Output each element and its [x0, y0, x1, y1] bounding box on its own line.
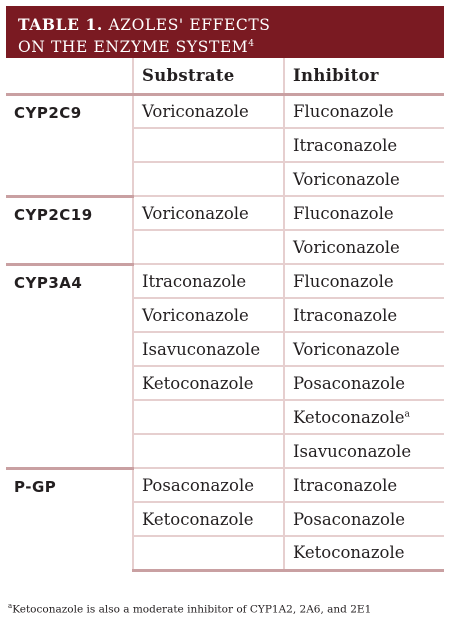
- inhibitor-text: Voriconazole: [293, 339, 400, 359]
- inhibitor-text: Voriconazole: [293, 169, 400, 189]
- header-substrate: Substrate: [133, 58, 284, 94]
- inhibitor-footnote-mark: a: [404, 409, 410, 419]
- substrate-cell: [133, 162, 284, 196]
- header-inhibitor: Inhibitor: [284, 58, 444, 94]
- inhibitor-cell: [284, 298, 444, 332]
- table-title-text: AZOLES' EFFECTS: [108, 16, 271, 34]
- footnote: [8, 602, 371, 616]
- inhibitor-text: Itraconazole: [293, 305, 398, 325]
- inhibitor-text: Fluconazole: [293, 203, 394, 223]
- substrate-cell: Voriconazole: [133, 298, 284, 332]
- enzyme-cell: CYP2C9: [6, 94, 133, 196]
- inhibitor-text: Ketoconazole: [293, 407, 405, 427]
- footnote-mark: a: [8, 602, 13, 610]
- substrate-cell: Posaconazole: [133, 468, 284, 502]
- inhibitor-cell: [284, 230, 444, 264]
- substrate-cell: [133, 400, 284, 434]
- substrate-cell: Voriconazole: [133, 94, 284, 128]
- inhibitor-text: Ketoconazole: [293, 543, 405, 563]
- enzyme-cell: P-GP: [6, 468, 133, 570]
- table-title-line-2: [18, 35, 434, 57]
- inhibitor-text: Posaconazole: [293, 509, 405, 529]
- table-row: [6, 264, 444, 298]
- table-row: [6, 196, 444, 230]
- substrate-cell: [133, 128, 284, 162]
- inhibitor-cell: [284, 162, 444, 196]
- substrate-cell: [133, 434, 284, 468]
- inhibitor-cell: [284, 502, 444, 536]
- inhibitor-text: Itraconazole: [293, 135, 398, 155]
- inhibitor-cell: [284, 468, 444, 502]
- table-number: TABLE 1.: [18, 15, 103, 34]
- substrate-cell: Isavuconazole: [133, 332, 284, 366]
- table-title-text-2: ON THE ENZYME SYSTEM: [18, 38, 249, 57]
- table-row: [6, 468, 444, 502]
- inhibitor-text: Posaconazole: [293, 373, 405, 393]
- azole-enzyme-table: [6, 58, 444, 572]
- substrate-cell: Voriconazole: [133, 196, 284, 230]
- inhibitor-text: Fluconazole: [293, 101, 394, 121]
- enzyme-cell: CYP2C19: [6, 196, 133, 264]
- table-frame: [6, 6, 444, 572]
- header-enzyme: [6, 58, 133, 94]
- inhibitor-cell: [284, 366, 444, 400]
- table-body: [6, 94, 444, 570]
- substrate-cell: Itraconazole: [133, 264, 284, 298]
- table-title-line-1: [18, 15, 434, 35]
- substrate-cell: Ketoconazole: [133, 366, 284, 400]
- substrate-cell: Ketoconazole: [133, 502, 284, 536]
- inhibitor-cell: [284, 400, 444, 434]
- inhibitor-cell: [284, 196, 444, 230]
- table-row: [6, 94, 444, 128]
- inhibitor-text: Isavuconazole: [293, 441, 412, 461]
- footnote-text: Ketoconazole is also a moderate inhibitor of CYP1A2, 2A6, and 2E1: [12, 603, 372, 616]
- inhibitor-text: Itraconazole: [293, 475, 398, 495]
- substrate-cell: [133, 230, 284, 264]
- substrate-cell: [133, 536, 284, 570]
- inhibitor-text: Fluconazole: [293, 271, 394, 291]
- inhibitor-text: Voriconazole: [293, 237, 400, 257]
- table-title-bar: [6, 6, 444, 58]
- inhibitor-cell: [284, 434, 444, 468]
- inhibitor-cell: [284, 264, 444, 298]
- inhibitor-cell: [284, 536, 444, 570]
- inhibitor-cell: [284, 94, 444, 128]
- header-row: [6, 58, 444, 94]
- title-reference: 4: [248, 39, 255, 49]
- inhibitor-cell: [284, 332, 444, 366]
- inhibitor-cell: [284, 128, 444, 162]
- enzyme-cell: CYP3A4: [6, 264, 133, 468]
